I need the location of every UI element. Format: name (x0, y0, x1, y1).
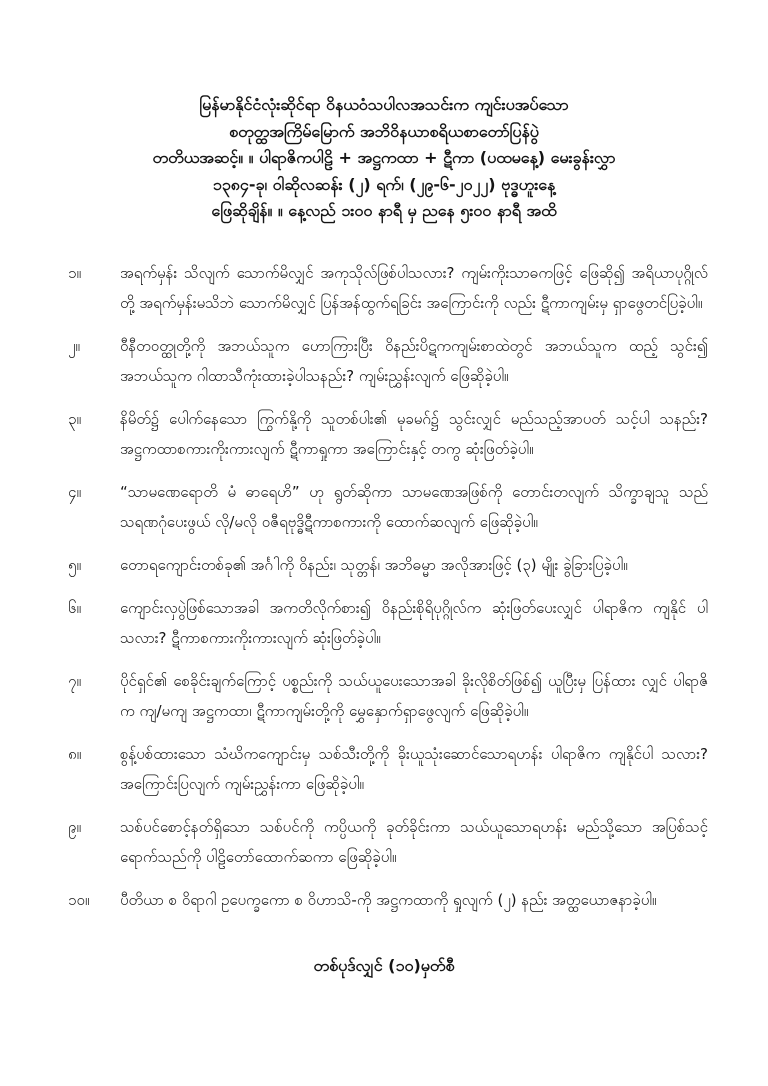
question-text: ကျောင်းလှပွဲဖြစ်သောအခါ အကတိလိုက်စား၍ ဝိနည်းစိုရိပုဂ္ဂိုလ်က ဆုံးဖြတ်ပေးလျှင် ပါရာဇိက ကျနိုင် ပါသလား? ဋီကာစကားကိုးကားလျက် ဆုံးဖြတ်ခဲ့ပါ။ (120, 599, 708, 647)
question-number: ၂။ (68, 337, 80, 355)
question-item (0, 666, 768, 726)
header-line-time: ဖြေဆိုချိန်။ ။ နေ့လည် ၁း၀၀ နာရီ မှ ညနေ ၅း၀၀ နာရီ အထိ (211, 201, 557, 220)
question-number: ၅။ (68, 556, 81, 574)
question-item (0, 404, 768, 464)
marks-note: တစ်ပုဒ်လျှင် (၁၀)မှတ်စီ (313, 956, 455, 975)
question-number: ၉။ (68, 818, 81, 836)
question-text: အရက်မှန်း သိလျက် သောက်မိလျှင် အကုသိုလ်ဖြစ်ပါသလား? ကျမ်းကိုးသာဓကဖြင့် ဖြေဆို၍ အရိယာပုဂ္ဂိုလ်တို့ အရက်မှန်းမသိဘဲ သောက်မိလျှင် ပြန်အန်ထွက်ရခြင်း အကြောင်းကို လည်း ဋီကာကျမ်းမှ ရှာဖွေတင်ပြခဲ့ပါ။ (120, 264, 708, 312)
question-number: ၁၀။ (68, 891, 90, 909)
question-item (0, 885, 768, 915)
question-text: ဝီနီတဝတ္ထုတို့ကို အဘယ်သူက ဟောကြားပြီး ဝိနည်းပိဋကကျမ်းစာထဲတွင် အဘယ်သူက ထည့် သွင်း၍ အဘယ်သူက ဂါထာသီကုံးထားခဲ့ပါသနည်း? ကျမ်းညွှန်းလျက် ဖြေဆိုခဲ့ပါ။ (120, 337, 708, 385)
question-item (0, 331, 768, 391)
question-item (0, 593, 768, 653)
question-item (0, 550, 768, 580)
question-number: ၁။ (68, 264, 81, 282)
header-line-exam-title: စတုတ္ထအကြိမ်မြောက် အဘိဝိနယာစရိယစာတော်ပြန်ပွဲ (229, 121, 539, 141)
question-item (0, 477, 768, 537)
header-line-date: ၁၃၈၄-ခု၊ ဝါဆိုလဆန်း (၂) ရက်၊ (၂၉-၆-၂၀၂၂) ဗုဒ္ဓဟူးနေ့ (212, 174, 556, 194)
question-number: ၃။ (68, 410, 81, 428)
question-text: သစ်ပင်စောင့်နတ်ရှိသော သစ်ပင်ကို ကပ္ပိယကို ခုတ်ခိုင်းကာ သယ်ယူသောရဟန်း မည်သို့သော အပြစ်သင့်ရောက်သည်ကို ပါဠိတော်ထောက်ဆကာ ဖြေဆိုခဲ့ပါ။ (120, 818, 708, 866)
question-text: ပိုင်ရှင်၏ စေခိုင်းချက်ကြောင့် ပစ္စည်းကို သယ်ယူပေးသောအခါ ခိုးလိုစိတ်ဖြစ်၍ ယူပြီးမှ ပြန်ထား လျှင် ပါရာဇိက ကျ/မကျ အဋ္ဌကထာ၊ ဋီကာကျမ်းတို့ကို မွှေနှောက်ရှာဖွေလျက် ဖြေဆိုခဲ့ပါ။ (120, 672, 708, 720)
question-number: ၆။ (68, 599, 81, 617)
question-item (0, 739, 768, 799)
question-item (0, 258, 768, 318)
question-text: “သာမဏေရောတိ မံ ဓာရေဟိ” ဟု ရွတ်ဆိုကာ သာမဏေအဖြစ်ကို တောင်းတလျက် သိက္ခာချသူ သည် သရဏဂုံပေးဖွယ် လို/မလို ဝဇီရဗုဒ္ဓိဋီကာစကားကို ထောက်ဆလျက် ဖြေဆိုခဲ့ပါ။ (120, 483, 708, 531)
question-number: ၇။ (68, 672, 81, 690)
header-line-organization: မြန်မာနိုင်ငံလုံးဆိုင်ရာ ဝိနယဝံသပါလအသင်းက ကျင်းပအပ်သော (199, 95, 569, 114)
question-item (0, 812, 768, 872)
question-number: ၈။ (68, 745, 82, 763)
question-list (0, 258, 768, 915)
question-text: ပီတိယာ စ ဝိရာဂါ ဥပေက္ခကော စ ဝိဟာသိ-ကို အဋ္ဌကထာကို ရှုလျက် (၂) နည်း အတ္ထယောဇနာခဲ့ပါ။ (120, 891, 657, 909)
question-number: ၄။ (68, 483, 81, 501)
question-text: စွန့်ပစ်ထားသော သံဃိကကျောင်းမှ သစ်သီးတို့ကို ခိုးယူသုံးဆောင်သောရဟန်း ပါရာဇိက ကျနိုင်ပါ သလား? အကြောင်းပြလျက် ကျမ်းညွှန်းကာ ဖြေဆိုခဲ့ပါ။ (120, 745, 708, 793)
exam-header (0, 92, 768, 225)
question-text: နိမိတ်၌ ပေါက်နေသော ကြွက်နို့ကို သူတစ်ပါး၏ မုခမဂ်၌ သွင်းလျှင် မည်သည့်အာပတ် သင့်ပါ သနည်း? အဋ္ဌကထာစကားကိုးကားလျက် ဋီကာရှုကာ အကြောင်းနှင့် တကွ ဆုံးဖြတ်ခဲ့ပါ။ (120, 410, 708, 458)
question-text: တောရကျောင်းတစ်ခု၏ အင်္ဂါကို ဝိနည်း၊ သုတ္တန်၊ အဘိဓမ္မာ အလိုအားဖြင့် (၃) မျိုး ခွဲခြားပြခဲ့ပါ။ (120, 556, 628, 574)
header-line-level: တတိယအဆင့်။ ။ ပါရာဇိကပါဠိ + အဋ္ဌကထာ + ဋီကာ (ပထမနေ့) မေးခွန်းလွှာ (152, 148, 616, 167)
